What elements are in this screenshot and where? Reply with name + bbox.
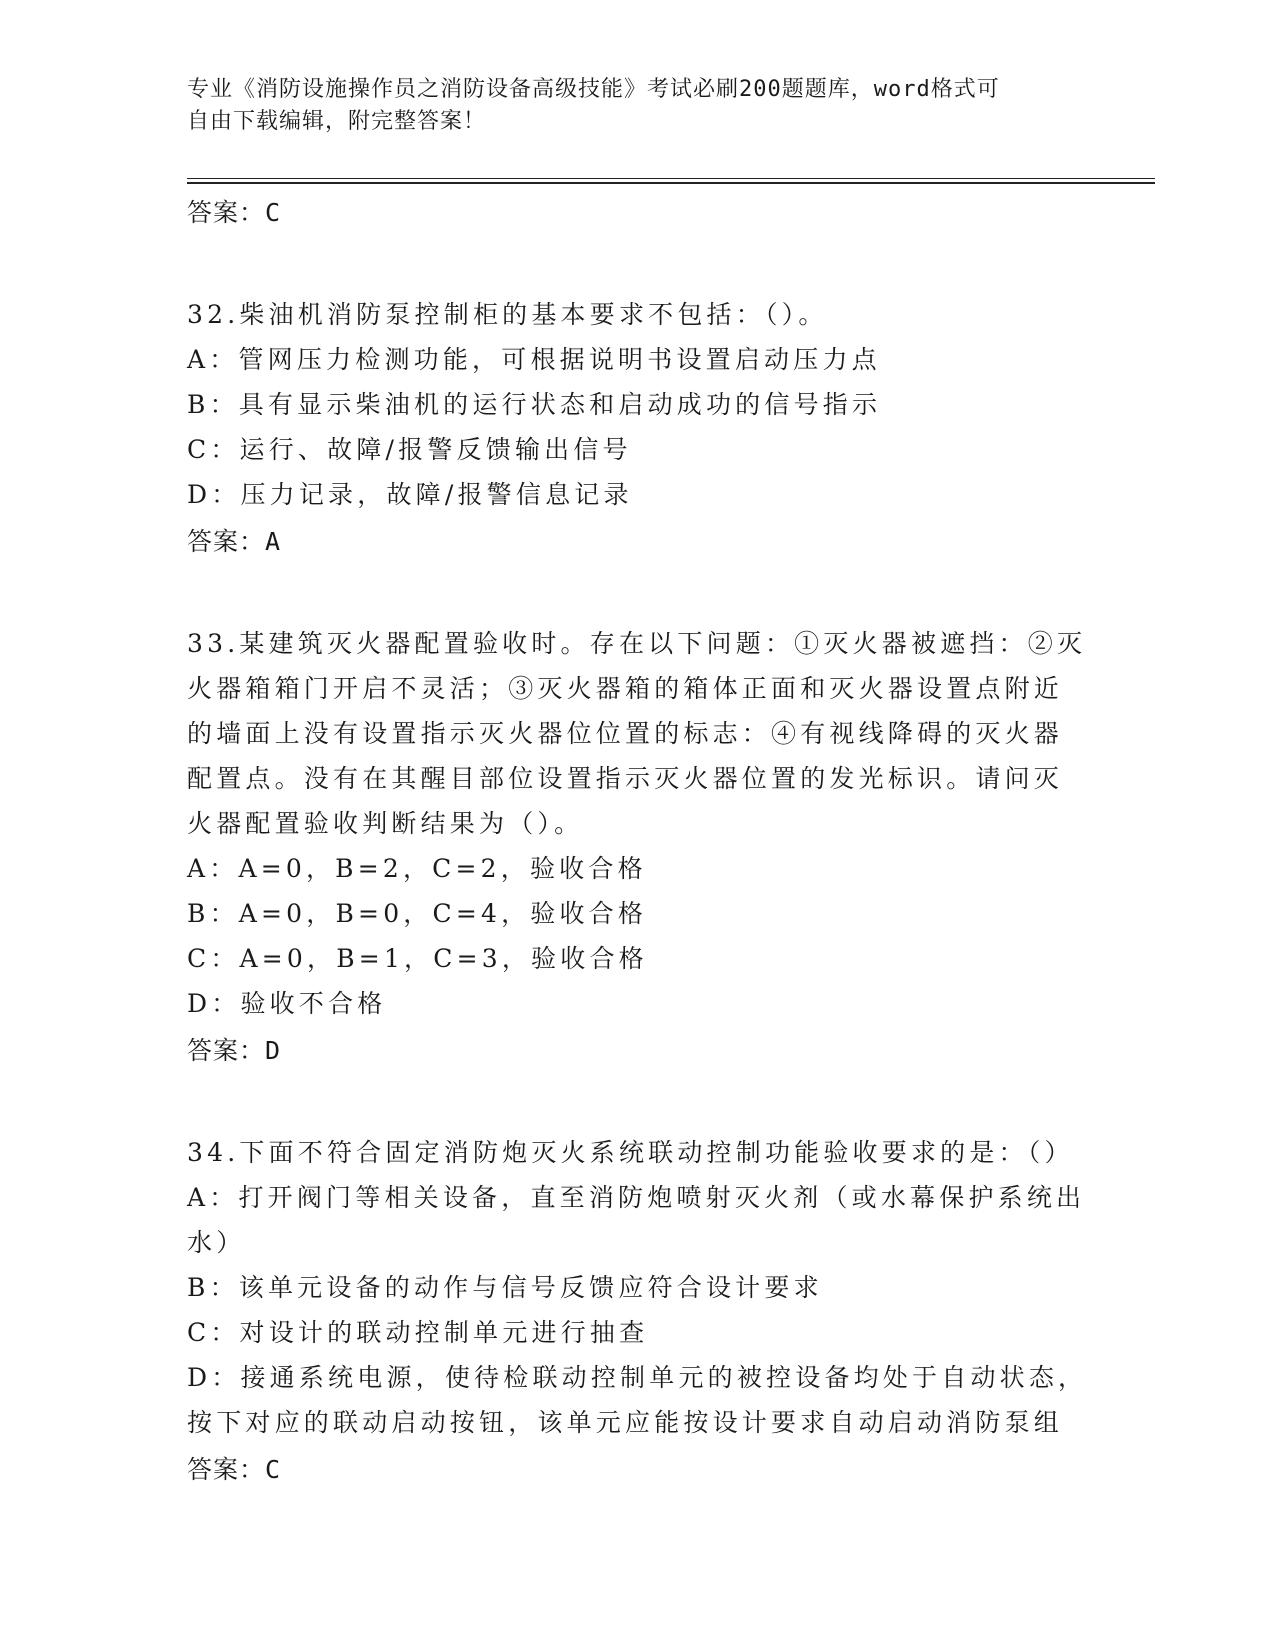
question-stem: 32.柴油机消防泵控制柜的基本要求不包括：（）。 [187, 300, 828, 329]
question-list [187, 190, 1087, 1493]
question-33 [187, 621, 1087, 1074]
option-c: C：对设计的联动控制单元进行抽查 [187, 1318, 649, 1347]
question-answer: 答案：A [187, 527, 282, 556]
question-answer: 答案：D [187, 1036, 282, 1065]
option-a: A：A=0，B=2，C=2，验收合格 [187, 854, 647, 883]
option-b: B：该单元设备的动作与信号反馈应符合设计要求 [187, 1273, 823, 1302]
option-c: C：A=0，B=1，C=3，验收合格 [187, 944, 648, 973]
page-header [187, 74, 1067, 138]
option-d-continued: 按下对应的联动启动按钮，该单元应能按设计要求自动启动消防泵组 [187, 1408, 1064, 1437]
question-stem-line: 配置点。没有在其醒目部位设置指示灭火器位置的发光标识。请问灭 [187, 764, 1064, 793]
header-line-1: 专业《消防设施操作员之消防设备高级技能》考试必刷200题题库，word格式可 [187, 77, 1000, 102]
option-d: D：接通系统电源，使待检联动控制单元的被控设备均处于自动状态， [187, 1363, 1088, 1392]
question-stem-line: 33.某建筑灭火器配置验收时。存在以下问题：①灭火器被遮挡：②灭 [187, 629, 1087, 658]
option-d: D：压力记录，故障/报警信息记录 [187, 480, 633, 509]
question-32 [187, 292, 1087, 565]
option-b: B：A=0，B=0，C=4，验收合格 [187, 899, 648, 928]
question-stem: 34.下面不符合固定消防炮灭火系统联动控制功能验收要求的是：（） [187, 1138, 1074, 1167]
option-a-continued: 水） [187, 1228, 246, 1257]
question-stem-line: 火器箱箱门开启不灵活；③灭火器箱的箱体正面和灭火器设置点附近 [187, 674, 1064, 703]
option-a: A：打开阀门等相关设备，直至消防炮喷射灭火剂（或水幕保护系统出 [187, 1183, 1086, 1212]
option-b: B：具有显示柴油机的运行状态和启动成功的信号指示 [187, 390, 882, 419]
question-34 [187, 1130, 1087, 1493]
question-stem-line: 火器配置验收判断结果为（）。 [187, 809, 584, 838]
previous-answer: 答案：C [187, 198, 282, 227]
option-c: C：运行、故障/报警反馈输出信号 [187, 435, 632, 464]
header-line-2: 自由下载编辑，附完整答案！ [187, 109, 487, 134]
question-answer: 答案：C [187, 1455, 282, 1484]
option-a: A：管网压力检测功能，可根据说明书设置启动压力点 [187, 345, 881, 374]
header-divider-thick [187, 182, 1155, 184]
header-divider-thin [187, 178, 1155, 179]
question-stem-line: 的墙面上没有设置指示灭火器位位置的标志：④有视线降碍的灭火器 [187, 719, 1064, 748]
option-d: D：验收不合格 [187, 989, 387, 1018]
